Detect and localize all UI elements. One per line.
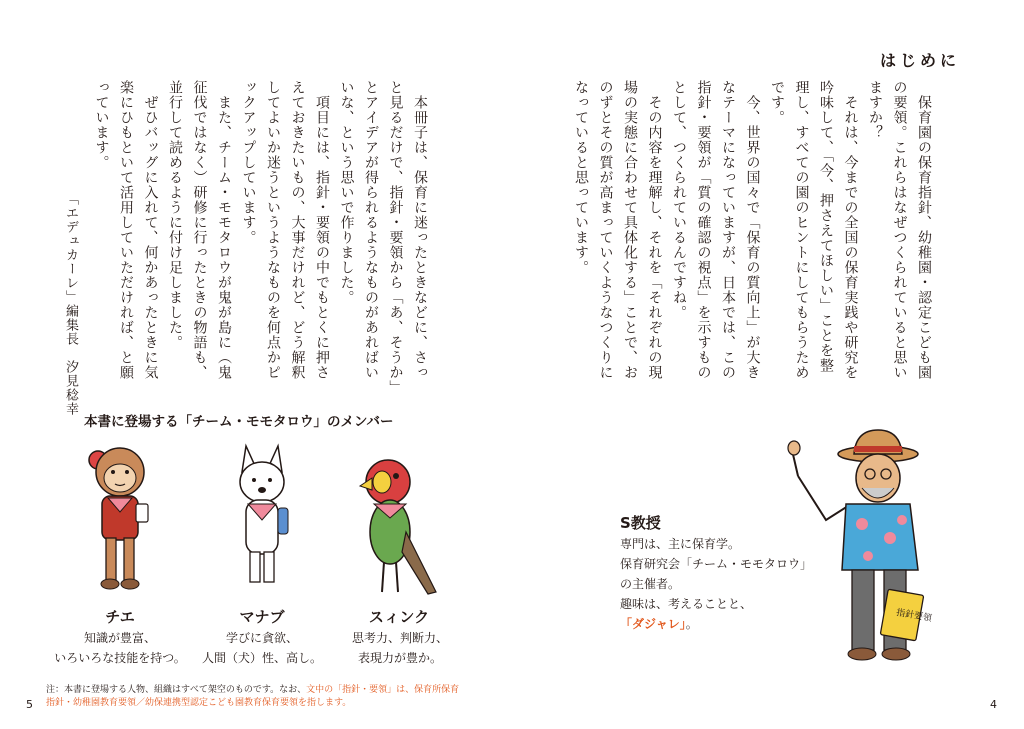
right-line: のずとその質が高まっていくようなつくりに xyxy=(597,80,614,380)
right-line: 指針・要領が「質の確認の視点」を示すもの xyxy=(695,80,712,380)
think-illustration xyxy=(352,452,442,602)
left-line: してよいか迷うというようなものを何点かピ xyxy=(265,80,281,380)
right-line: 理し、すべての園のヒントにしてもらうため xyxy=(793,80,810,380)
professor-desc xyxy=(620,534,812,634)
left-line: いな、という思いで作りました。 xyxy=(338,80,355,305)
right-line: の要領。これらはなぜつくられていると思い xyxy=(891,80,908,380)
members-title: 本書に登場する「チーム・モモタロウ」のメンバー xyxy=(84,414,394,430)
right-line: として、つくられているんですね。 xyxy=(671,80,687,320)
manabu-desc: 学びに貪欲、 人間（犬）性、高し。 xyxy=(201,631,322,665)
left-line: 並行して読めるように付け足しました。 xyxy=(167,80,183,350)
right-line: なテーマになっていますが、日本では、この xyxy=(720,80,736,380)
chie-illustration xyxy=(80,438,160,598)
think-name: スィンク xyxy=(368,608,430,626)
editor-signature: 「エデュカーレ」編集長 汐見稔幸 xyxy=(63,192,78,416)
think-desc: 思考力、判断力、 表現力が豊か。 xyxy=(351,631,448,665)
footnote xyxy=(46,684,459,710)
footnote-highlight: 文中の「指針・要領」は、保育所保育 xyxy=(306,685,460,695)
manabu-name: マナブ xyxy=(239,608,285,626)
professor-line4: 趣味は、考えることと、 xyxy=(620,597,753,611)
right-line: 今、世界の国々で「保育の質向上」が大き xyxy=(744,80,761,380)
left-line: ックアップしています。 xyxy=(240,80,257,245)
right-line: です。 xyxy=(769,80,785,125)
right-line: それは、今までの全国の保育実践や研究を xyxy=(842,80,859,380)
professor-line2: 保育研究会「チーム・モモタロウ」 xyxy=(620,557,813,571)
left-line: 項目には、指針・要領の中でもとくに押さ xyxy=(314,80,330,380)
right-line: 場の実態に合わせて具体化する」ことで、お xyxy=(622,80,638,380)
right-line: その内容を理解し、それを「それぞれの現 xyxy=(646,80,663,380)
chie-name: チエ xyxy=(105,608,135,626)
left-line: と見るだけで、指針・要領から「あ、そうか」 xyxy=(387,80,404,395)
left-line: ぜひバッグに入れて、何かあったときに気 xyxy=(142,80,159,380)
footnote-prefix: 注：本書に登場する人物、組織はすべて架空のものです。なお、 xyxy=(46,685,307,695)
left-line: 楽にひもといて活用していただければ、と願 xyxy=(118,80,134,380)
page-heading: はじめに xyxy=(880,51,961,70)
left-line: えておきたいもの、大事だけれど、どう解釈 xyxy=(289,80,306,380)
right-line: 保育園の保育指針、幼稚園・認定こども園 xyxy=(916,80,932,380)
left-line: 征伐ではなく）研修に行ったときの物語も、 xyxy=(191,80,208,380)
book-label: 指針要領 xyxy=(895,608,933,625)
right-line: なっていると思っています。 xyxy=(573,80,589,275)
left-line: 本冊子は、保育に迷ったときなどに、さっ xyxy=(412,80,428,380)
left-line: とアイデアが得られるようなものがあればい xyxy=(363,80,379,380)
right-line: ますか？ xyxy=(867,80,883,140)
professor-highlight: 「ダジャレ」 xyxy=(620,617,686,631)
professor-line3: の主催者。 xyxy=(620,577,681,591)
footnote-line2: 指針・幼稚園教育要領／幼保連携型認定こども園教育保育要領を指します。 xyxy=(46,698,352,708)
intro-text-right xyxy=(568,80,936,380)
professor-line1: 専門は、主に保育学。 xyxy=(620,537,741,551)
left-line: また、チーム・モモタロウが鬼が島に（鬼 xyxy=(216,80,232,380)
professor-name: S教授 xyxy=(620,514,661,532)
chie-desc: 知識が豊富、 いろいろな技能を持つ。 xyxy=(54,631,186,665)
right-line: 吟味して、「今、押さえてほしい」ことを整 xyxy=(818,80,834,373)
intro-text-left xyxy=(88,80,432,395)
page-number-left: 5 xyxy=(26,698,33,711)
left-line: っています。 xyxy=(93,80,110,170)
professor-suffix: 。 xyxy=(685,617,698,631)
page-number-right: 4 xyxy=(990,698,997,711)
manabu-illustration xyxy=(222,438,302,598)
